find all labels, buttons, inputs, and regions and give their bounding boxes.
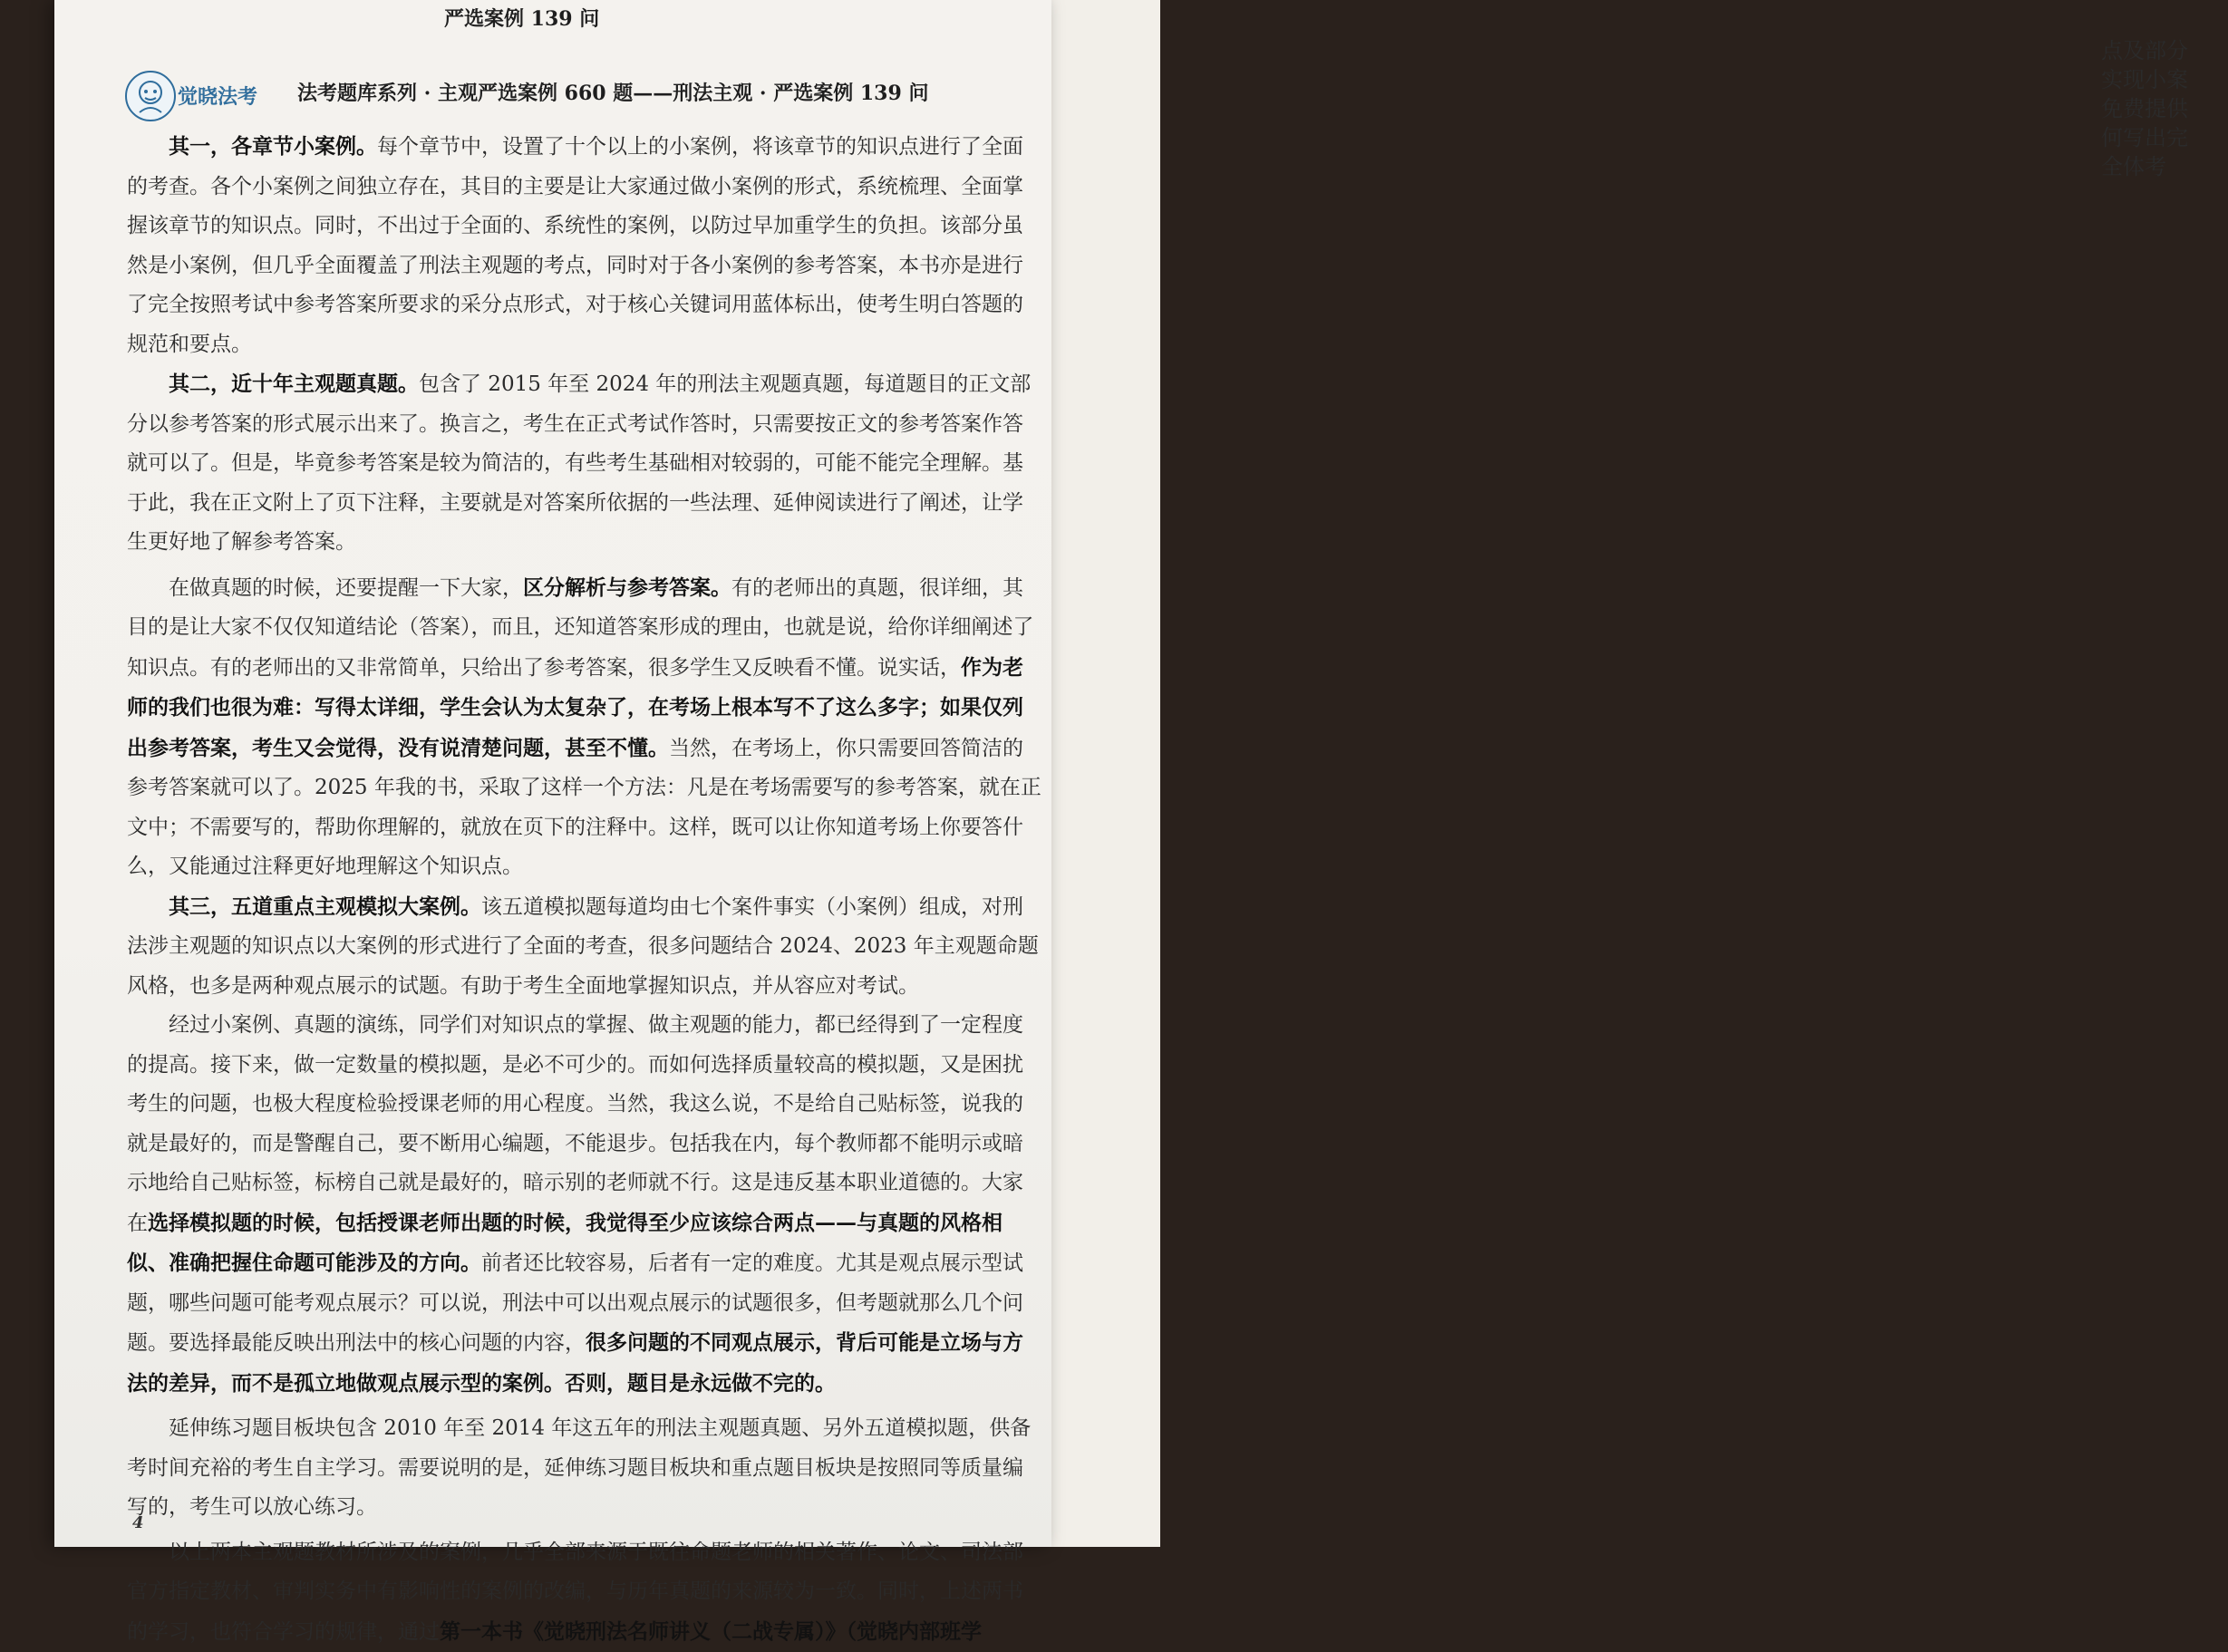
paragraph-text: 在做真题的时候，还要提醒一下大家， <box>169 576 523 600</box>
adjacent-line: 实现小案 <box>2101 65 2228 94</box>
paragraph <box>127 1006 1042 1404</box>
brand-logo-icon <box>125 71 176 121</box>
adjacent-page <box>1042 0 1160 1547</box>
adjacent-line: 点及部分 <box>2101 36 2228 65</box>
paragraph <box>127 887 1042 1007</box>
paragraph-lead: 区分解析与参考答案。 <box>523 575 731 600</box>
paragraph-text: 有的老师出的真题，很详细，其目的是让大家不仅仅知道结论（答案），而且，还知道答案形成的理由，也就是说，给你详细阐述了知识点。有的老师出的又非常简单，只给出了参考答案，很多学生又反映看不懂。说实话， <box>127 576 1034 680</box>
paragraph-text: 延伸练习题目板块包含 2010 年至 2014 年这五年的刑法主观题真题、另外五道模拟题，供备考时间充裕的考生自主学习。需要说明的是，延伸练习题目板块和重点题目板块是按照同等质量编写的，考生可以放心练习。 <box>127 1416 1031 1519</box>
running-header-top: 严选案例 139 问 <box>444 4 599 32</box>
paragraph-emphasis: 作为老师的我们也很为难：写得太详细，学生会认为太复杂了，在考场上根本写不了这么多字；如果仅列出参考答案，考生又会觉得，没有说清楚问题，甚至不懂。 <box>127 655 1023 760</box>
paragraph-text: 经过小案例、真题的演练，同学们对知识点的掌握、做主观题的能力，都已经得到了一定程度的提高。接下来，做一定数量的模拟题，是必不可少的。而如何选择质量较高的模拟题，又是困扰考生的问题，也极大程度检验授课老师的用心程度。当然，我这么说，不是给自己贴标签，说我的就是最好的，而是警醒自己，要不断用心编题，不能退步。包括我在内，每个教师都不能明示或暗示地给自己贴标签，标榜自己就是最好的，暗示别的老师就不行。这是违反基本职业道德的。大家在 <box>127 1013 1023 1235</box>
paragraph <box>127 1409 1042 1528</box>
adjacent-page-text <box>2101 36 2228 326</box>
paragraph-text: 包含了 2015 年至 2024 年的刑法主观题真题，每道题目的正文部分以参考答案的形式展示出来了。换言之，考生在正式考试作答时，只需要按正文的参考答案作答就可以了。但是，毕竟参考答案是较为简洁的，有些考生基础相对较弱的，可能不能完全理解。基于此，我在正文附上了页下注释，主要就是对答案所依据的一些法理、延伸阅读进行了阐述，让学生更好地了解参考答案。 <box>127 372 1031 554</box>
adjacent-line: 全体考 <box>2101 152 2228 181</box>
series-title: 法考题库系列 · 主观严选案例 660 题——刑法主观 · 严选案例 139 问 <box>297 78 928 106</box>
page-header <box>125 71 1032 125</box>
paragraph <box>127 364 1042 563</box>
book-page <box>54 0 1051 1547</box>
page-number: 4 <box>132 1513 144 1532</box>
paragraph-emphasis: 很多问题的不同观点展示，背后可能是立场与方法的差异，而不是孤立地做观点展示型的案例。否则，题目是永远做不完的。 <box>127 1330 1023 1396</box>
adjacent-line: 何写出完 <box>2101 123 2228 152</box>
paragraph <box>127 1533 1042 1652</box>
body-text <box>127 127 1042 1652</box>
paragraph-lead: 其二，近十年主观题真题。 <box>169 372 419 396</box>
paragraph-text: 每个章节中，设置了十个以上的小案例，将该章节的知识点进行了全面的考查。各个小案例之间独立存在，其目的主要是让大家通过做小案例的形式，系统梳理、全面掌握该章节的知识点。同时，不出过于全面的、系统性的案例，以防过早加重学生的负担。该部分虽然是小案例，但几乎全面覆盖了刑法主观题的考点，同时对于各小案例的参考答案，本书亦是进行了完全按照考试中参考答案所要求的采分点形式，对于核心关键词用蓝体标出，使考生明白答题的规范和要点。 <box>127 135 1023 356</box>
paragraph <box>127 127 1042 364</box>
brand-name: 觉晓法考 <box>178 82 257 110</box>
paragraph-lead: 其一，各章节小案例。 <box>169 134 377 159</box>
paragraph-emphasis: 第一本书《觉晓刑法名师讲义（二战专属）》（觉晓内部班学 <box>440 1619 982 1644</box>
paragraph <box>127 568 1042 887</box>
paragraph-emphasis: 选择模拟题的时候，包括授课老师出题的时候，我觉得至少应该综合两点——与真题的风格相似、准确把握住命题可能涉及的方向。 <box>127 1211 1003 1276</box>
paragraph-text: 前者还比较容易，后者有一定的难度。尤其是观点展示型试题，哪些问题可能考观点展示？可以说，刑法中可以出观点展示的试题很多，但考题就那么几个问题。要选择最能反映出刑法中的核心问题的内容， <box>127 1251 1023 1355</box>
adjacent-line: 免费提供 <box>2101 94 2228 123</box>
paragraph-text: 该五道模拟题每道均由七个案件事实（小案例）组成，对刑法涉主观题的知识点以大案例的形式进行了全面的考查，很多问题结合 2024、2023 年主观题命题风格，也多是两种观点展示的试题。有助于考生全面地掌握知识点，并从容应对考试。 <box>127 895 1039 998</box>
paragraph-text: 当然，在考场上，你只需要回答简洁的参考答案就可以了。2025 年我的书，采取了这样一个方法：凡是在考场需要写的参考答案，就在正文中；不需要写的，帮助你理解的，就放在页下的注释中。这样，既可以让你知道考场上你要答什么，又能通过注释更好地理解这个知识点。 <box>127 737 1041 879</box>
paragraph-text: 以上两本主观题教材所涉及的案例，几乎全部来源于既往命题老师的相关著作、论文、司法部官方指定教材、审判实务中有影响性的案例的改编，与历年真题的来源较为一致。同时，上述两书的学习，也符合学习的规律，通过 <box>127 1541 1023 1644</box>
paragraph-lead: 其三，五道重点主观模拟大案例。 <box>169 894 481 919</box>
